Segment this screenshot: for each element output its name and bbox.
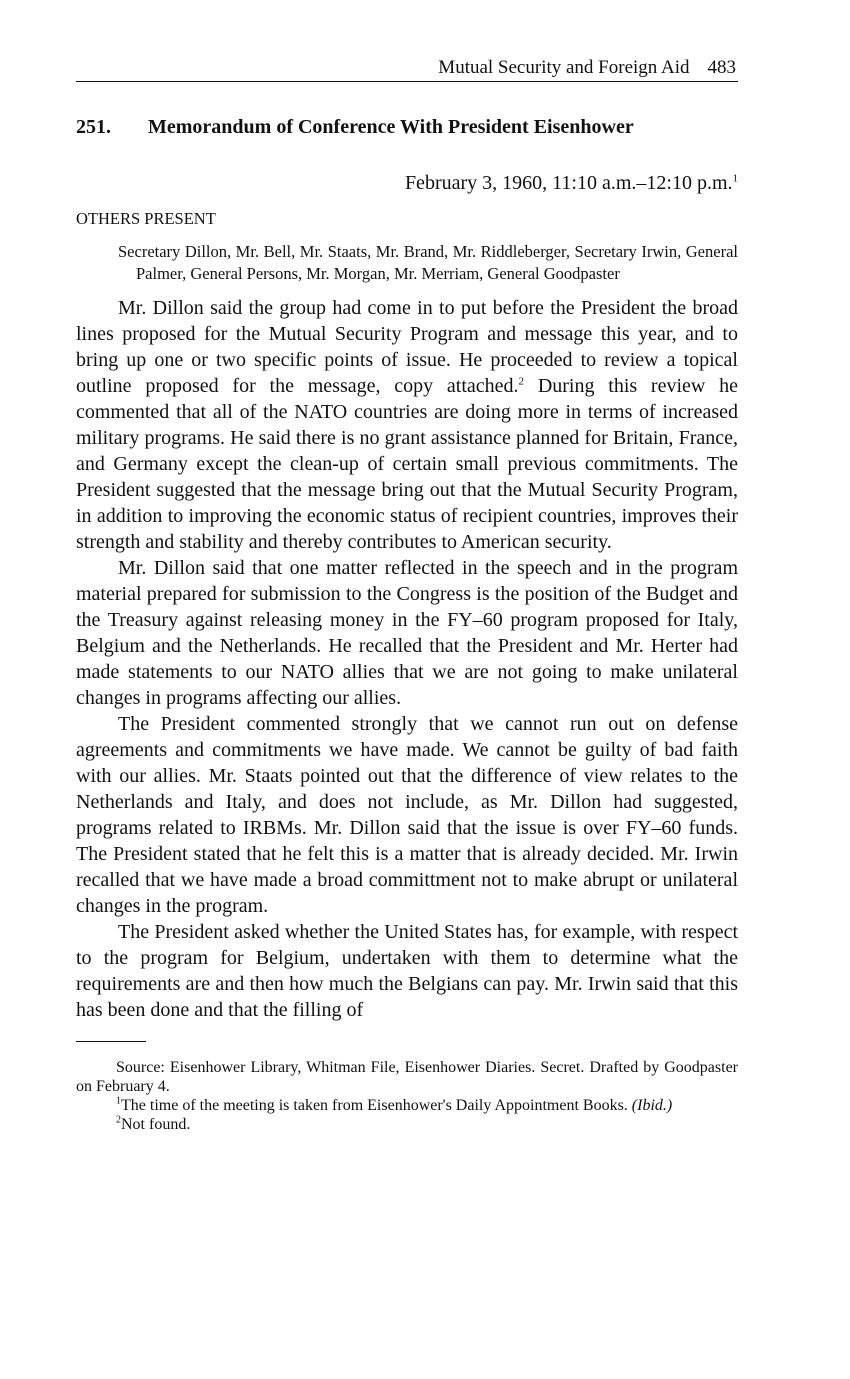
footnotes: [76, 1058, 738, 1134]
dateline: [76, 170, 738, 196]
document-title: [76, 114, 738, 140]
footnote-2-text: Not found.: [121, 1116, 191, 1133]
footnote-1-text: The time of the meeting is taken from Eisenhower's Daily Appointment Books.: [121, 1097, 628, 1114]
paragraph-3: The President commented strongly that we cannot run out on defense agreements and commitments we have made. We cannot be guilty of bad faith with our allies. Mr. Staats pointed out that the difference of view relates to the Netherlands and Italy, and does not include, as Mr. Dillon had suggested, programs related to IRBMs. Mr. Dillon said that the issue is over FY–60 funds. The President stated that he felt this is a matter that is already decided. Mr. Irwin recalled that we have made a broad committment not to make abrupt or unilateral changes in the program.: [76, 713, 738, 917]
others-present-heading: OTHERS PRESENT: [76, 209, 216, 228]
attendees-list: Secretary Dillon, Mr. Bell, Mr. Staats, Mr. Brand, Mr. Riddleberger, Secretary Irwin, General Palmer, General Persons, Mr. Morgan, Mr. Merriam, General Goodpaster: [118, 242, 738, 283]
document-number: 251.: [76, 116, 111, 138]
footnote-1: [76, 1096, 738, 1115]
footnote-ref-1: 1: [732, 172, 738, 185]
footnote-2: [76, 1115, 738, 1134]
page-number: 483: [707, 57, 736, 78]
footnote-2-marker: 2: [116, 1114, 121, 1126]
paragraph-4: The President asked whether the United States has, for example, with respect to the program for Belgium, undertaken with them to determine what the requirements are and then how much the Belgians can pay. Mr. Irwin said that this has been done and that the filling of: [76, 921, 738, 1021]
paragraph-2: Mr. Dillon said that one matter reflected in the speech and in the program material prepared for submission to the Congress is the position of the Budget and the Treasury against releasing money in the FY–60 program proposed for Italy, Belgium and the Netherlands. He recalled that the President and Mr. Herter had made statements to our NATO allies that we are not going to make unilateral changes in programs affecting our allies.: [76, 557, 738, 709]
document-page: [76, 56, 738, 1134]
running-head: [76, 56, 738, 82]
footnote-source: Source: Eisenhower Library, Whitman File, Eisenhower Diaries. Secret. Drafted by Goodpaster on February 4.: [76, 1059, 738, 1095]
body-text: [76, 295, 738, 1023]
footnote-ref-2: 2: [518, 375, 525, 388]
document-title-text: Memorandum of Conference With President Eisenhower: [148, 116, 634, 138]
paragraph-1: [76, 295, 738, 555]
paragraph-1-part-a: Mr. Dillon said the group had come in to put before the President the broad lines proposed for the Mutual Security Program and message this year, and to bring up one or two specific points of issue. He proceeded to review a topical outline proposed for the message, copy attached.: [76, 297, 738, 397]
footnote-divider: [76, 1041, 146, 1042]
running-head-title: Mutual Security and Foreign Aid: [438, 57, 690, 78]
footnote-1-marker: 1: [116, 1095, 121, 1107]
paragraph-1-part-b: During this review he commented that all of the NATO countries are doing more in terms of increased military programs. He said there is no grant assistance planned for Britain, France, and Germany except the clean-up of certain small previous commitments. The President suggested that the message bring out that the Mutual Security Program, in addition to improving the economic status of recipient countries, improves their strength and stability and thereby contributes to American security.: [76, 375, 739, 553]
document-date: February 3, 1960, 11:10 a.m.–12:10 p.m.: [404, 172, 733, 194]
footnote-1-ibid: (Ibid.): [631, 1097, 673, 1114]
